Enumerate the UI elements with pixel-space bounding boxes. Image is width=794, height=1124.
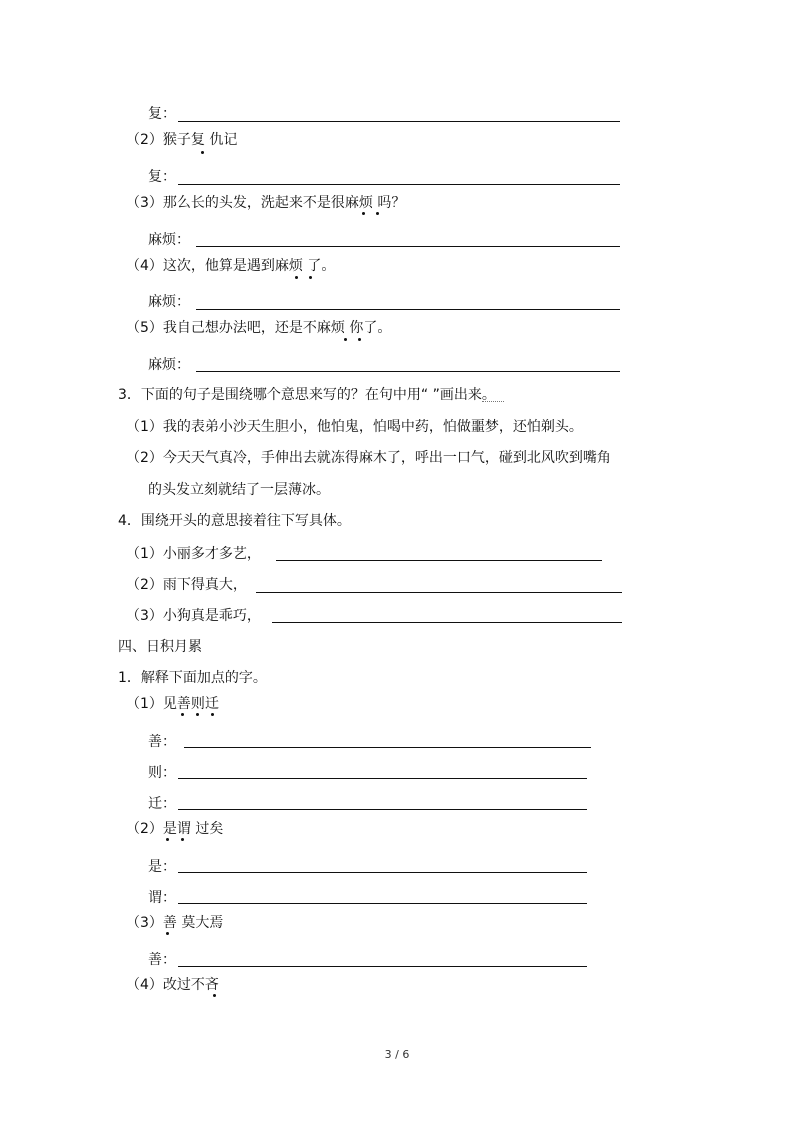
answer-blank-qian[interactable] bbox=[178, 809, 587, 810]
emphasis-dot bbox=[181, 838, 184, 841]
answer-blank-shan-1[interactable] bbox=[184, 747, 591, 748]
section-4-question-1: 1．解释下面加点的字。 bbox=[118, 670, 267, 686]
answer-blank-shan-2[interactable] bbox=[178, 966, 587, 967]
emphasis-dot bbox=[196, 713, 199, 716]
answer-blank-fu-2[interactable] bbox=[178, 184, 620, 185]
question-3-sentence-1: （1）我的表弟小沙天生胆小，他怕鬼，怕喝中药，怕做噩梦，还怕剃头。 bbox=[126, 419, 583, 435]
answer-label-mafan-2: 麻烦： bbox=[148, 294, 190, 310]
item-this-time: （4）这次，他算是遇到麻烦 了。 bbox=[126, 258, 336, 274]
idiom-item-1: （1）见善则迁 bbox=[126, 696, 219, 712]
answer-label-ze: 则： bbox=[148, 765, 176, 781]
emphasis-dot bbox=[344, 338, 347, 341]
answer-label-mafan-3: 麻烦： bbox=[148, 357, 190, 373]
emphasis-dot bbox=[201, 151, 204, 154]
emphasis-dot bbox=[362, 212, 365, 215]
question-3-title: 3．下面的句子是围绕哪个意思来写的？在句中用“ ”画出来。 bbox=[118, 387, 496, 403]
question-4-item-1: （1）小丽多才多艺， bbox=[126, 546, 261, 562]
answer-label-qian: 迁： bbox=[148, 796, 176, 812]
answer-blank-fu-1[interactable] bbox=[178, 121, 620, 122]
emphasis-dot bbox=[166, 838, 169, 841]
answer-label-fu-1: 复： bbox=[148, 106, 176, 122]
answer-blank-shi[interactable] bbox=[178, 872, 587, 873]
emphasis-dot bbox=[295, 276, 298, 279]
idiom-item-2: （2）是谓 过矣 bbox=[126, 821, 224, 837]
wavy-line-sample bbox=[482, 401, 504, 402]
emphasis-dot bbox=[166, 932, 169, 935]
emphasis-dot bbox=[181, 713, 184, 716]
emphasis-dot bbox=[213, 994, 216, 997]
question-4-title: 4．围绕开头的意思接着往下写具体。 bbox=[118, 513, 351, 529]
answer-label-shi: 是： bbox=[148, 859, 176, 875]
answer-label-fu-2: 复： bbox=[148, 169, 176, 185]
answer-blank-mafan-2[interactable] bbox=[196, 309, 620, 310]
answer-blank-mafan-1[interactable] bbox=[196, 246, 620, 247]
question-4-item-3: （3）小狗真是乖巧， bbox=[126, 608, 261, 624]
page-number: 3 / 6 bbox=[384, 1048, 410, 1061]
emphasis-dot bbox=[376, 212, 379, 215]
answer-label-wei: 谓： bbox=[148, 890, 176, 906]
answer-blank-q4-3[interactable] bbox=[272, 622, 622, 623]
answer-blank-wei[interactable] bbox=[178, 903, 587, 904]
answer-blank-ze[interactable] bbox=[178, 778, 587, 779]
answer-blank-mafan-3[interactable] bbox=[196, 371, 620, 372]
answer-label-shan-1: 善： bbox=[148, 734, 176, 750]
idiom-item-4: （4）改过不吝 bbox=[126, 977, 219, 993]
emphasis-dot bbox=[211, 713, 214, 716]
idiom-item-3: （3）善 莫大焉 bbox=[126, 915, 224, 931]
item-myself: （5）我自己想办法吧，还是不麻烦 你了。 bbox=[126, 320, 392, 336]
answer-label-shan-2: 善： bbox=[148, 952, 176, 968]
answer-blank-q4-2[interactable] bbox=[256, 592, 622, 593]
question-4-item-2: （2）雨下得真大， bbox=[126, 577, 247, 593]
item-monkey-revenge: （2）猴子复 仇记 bbox=[126, 132, 238, 148]
question-3-sentence-2: （2）今天天气真冷，手伸出去就冻得麻木了，呼出一口气，碰到北风吹到嘴角 bbox=[126, 450, 611, 466]
question-3-sentence-2-continued: 的头发立刻就结了一层薄冰。 bbox=[148, 482, 330, 498]
emphasis-dot bbox=[309, 276, 312, 279]
answer-label-mafan-1: 麻烦： bbox=[148, 232, 190, 248]
emphasis-dot bbox=[358, 338, 361, 341]
item-long-hair: （3）那么长的头发，洗起来不是很麻烦 吗？ bbox=[126, 195, 406, 211]
answer-blank-q4-1[interactable] bbox=[276, 560, 602, 561]
section-4-heading: 四、日积月累 bbox=[118, 639, 202, 655]
